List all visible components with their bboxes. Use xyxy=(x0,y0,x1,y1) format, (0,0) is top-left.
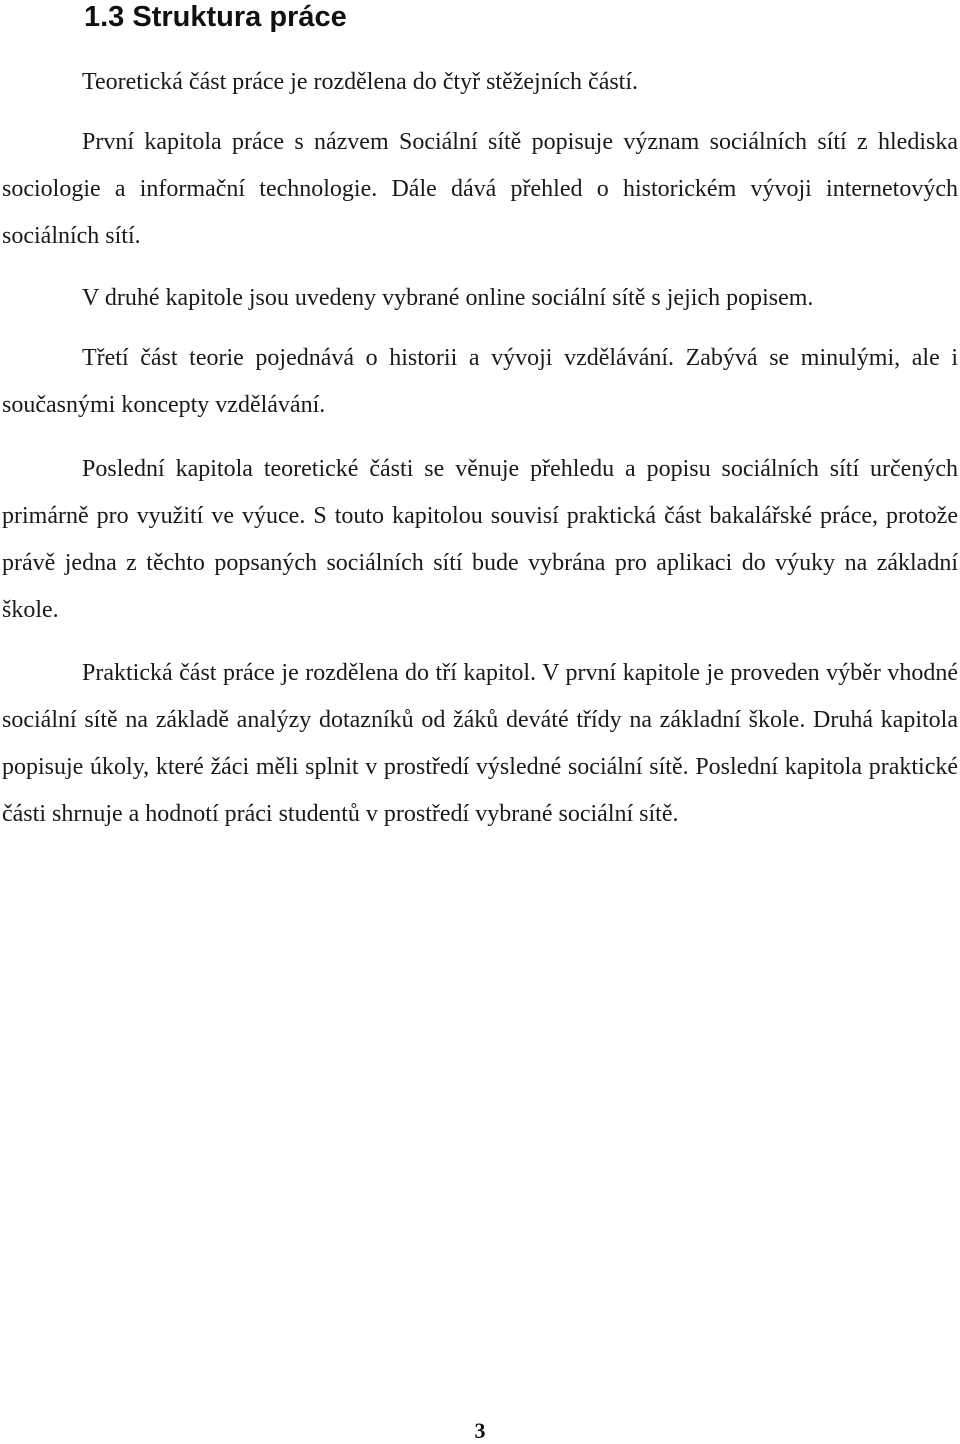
paragraph-chapter-2: V druhé kapitole jsou uvedeny vybrané online sociální sítě s jejich popisem. xyxy=(82,285,814,311)
paragraph-intro: Teoretická část práce je rozdělena do čtyř stěžejních částí. xyxy=(82,69,639,95)
page-number: 3 xyxy=(474,1418,486,1443)
paragraph-chapter-3: Třetí část teorie pojednává o historii a vývoji vzdělávání. Zabývá se minulými, ale i současnými koncepty vzdělávání. xyxy=(2,345,958,418)
section-heading: 1.3 Struktura práce xyxy=(84,1,347,33)
paragraph-chapter-4: Poslední kapitola teoretické části se věnuje přehledu a popisu sociálních sítí určených primárně pro využití ve výuce. S touto kapitolou souvisí praktická část bakalářské práce, protože právě jedna z těchto popsaných sociálních sítí bude vybrána pro aplikaci do výuky na základní škole. xyxy=(2,456,958,623)
paragraph-practical-part: Praktická část práce je rozdělena do tří kapitol. V první kapitole je proveden výběr vhodné sociální sítě na základě analýzy dotazníků od žáků deváté třídy na základní škole. Druhá kapitola popisuje úkoly, které žáci měli splnit v prostředí výsledné sociální sítě. Poslední kapitola praktické části shrnuje a hodnotí práci studentů v prostředí vybrané sociální sítě. xyxy=(2,660,958,827)
paragraph-chapter-1: První kapitola práce s názvem Sociální sítě popisuje význam sociálních sítí z hlediska sociologie a informační technologie. Dále dává přehled o historickém vývoji internetových sociálních sítí. xyxy=(2,129,958,249)
